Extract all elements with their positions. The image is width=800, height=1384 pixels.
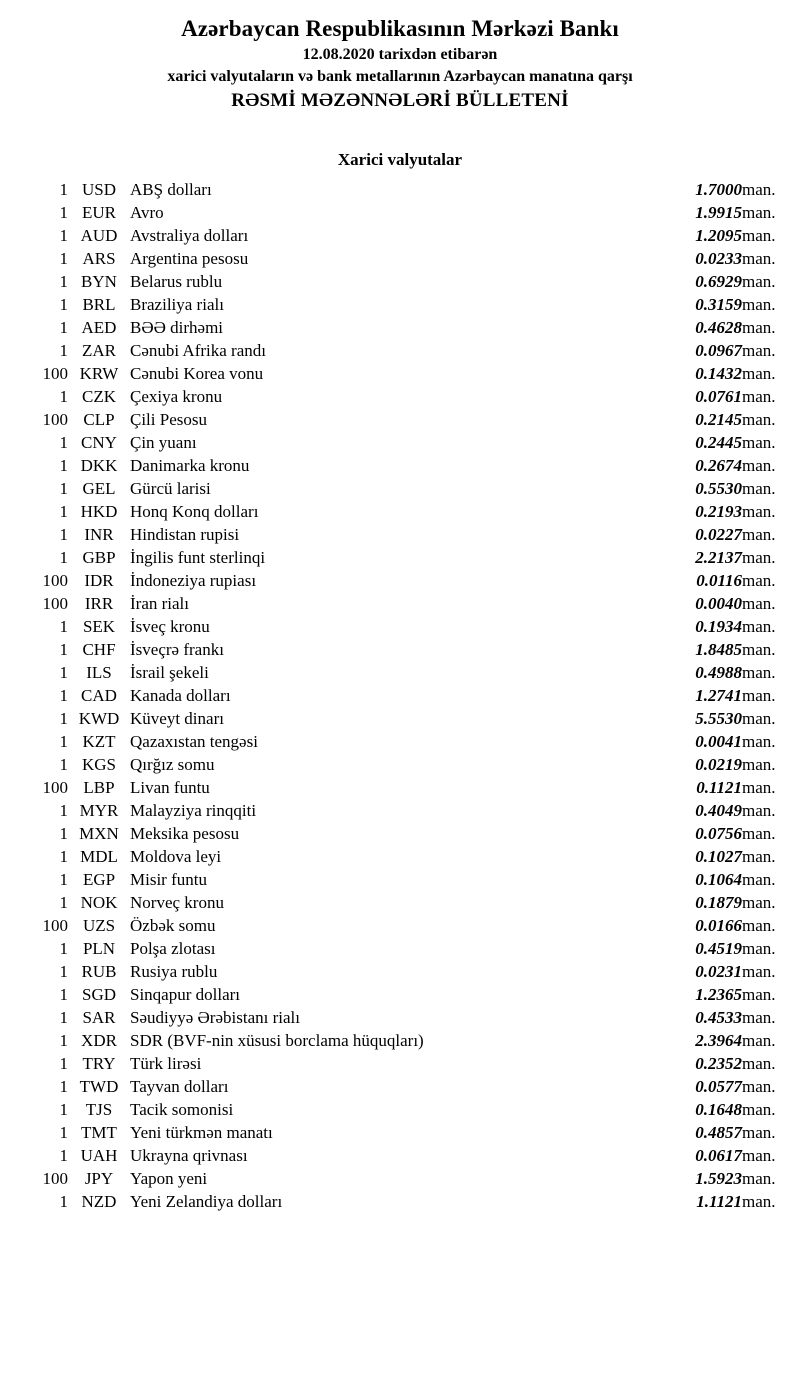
table-row bbox=[0, 753, 800, 776]
currency-rate: 0.1432 bbox=[695, 364, 742, 383]
currency-rate: 0.1879 bbox=[695, 893, 742, 912]
currency-code: TWD bbox=[79, 1077, 119, 1096]
currency-name: Moldova leyi bbox=[130, 847, 222, 866]
currency-amount: 1 bbox=[59, 847, 68, 866]
table-row bbox=[0, 293, 800, 316]
currency-name: Çili Pesosu bbox=[130, 410, 207, 429]
currency-rate: 1.9915 bbox=[695, 203, 742, 222]
currency-rate: 1.2741 bbox=[695, 686, 742, 705]
currency-name: Rusiya rublu bbox=[130, 962, 218, 981]
currency-code: EUR bbox=[82, 203, 116, 222]
currency-name: Danimarka kronu bbox=[130, 456, 250, 475]
currency-name: Livan funtu bbox=[130, 778, 210, 797]
currency-rate: 0.0041 bbox=[695, 732, 742, 751]
table-row bbox=[0, 385, 800, 408]
currency-unit: man. bbox=[742, 1077, 776, 1096]
currency-amount: 1 bbox=[59, 1123, 68, 1142]
currency-code: ILS bbox=[86, 663, 112, 682]
currency-rate: 1.8485 bbox=[695, 640, 742, 659]
currency-amount: 1 bbox=[59, 663, 68, 682]
document-title: RƏSMİ MƏZƏNNƏLƏRİ BÜLLETENİ bbox=[231, 90, 569, 111]
currency-amount: 1 bbox=[59, 341, 68, 360]
currency-amount: 1 bbox=[59, 525, 68, 544]
currency-name: Özbək somu bbox=[130, 916, 216, 935]
currency-amount: 1 bbox=[59, 640, 68, 659]
currency-name: SDR (BVF-nin xüsusi borclama hüquqları) bbox=[130, 1031, 424, 1050]
currency-amount: 1 bbox=[59, 1192, 68, 1211]
currency-code: GBP bbox=[82, 548, 116, 567]
currency-rate: 0.0967 bbox=[695, 341, 742, 360]
table-row bbox=[0, 914, 800, 937]
table-row bbox=[0, 1190, 800, 1213]
currency-name: İngilis funt sterlinqi bbox=[130, 548, 266, 567]
currency-amount: 1 bbox=[59, 433, 68, 452]
currency-rate: 0.5530 bbox=[695, 479, 742, 498]
table-row bbox=[0, 1098, 800, 1121]
currency-code: TJS bbox=[85, 1100, 113, 1119]
currency-amount: 1 bbox=[59, 686, 68, 705]
currency-unit: man. bbox=[742, 732, 776, 751]
currency-name: Misir funtu bbox=[130, 870, 207, 889]
currency-amount: 1 bbox=[59, 387, 68, 406]
currency-name: Honq Konq dolları bbox=[130, 502, 259, 521]
table-row bbox=[0, 983, 800, 1006]
currency-rate: 0.0166 bbox=[695, 916, 742, 935]
currency-code: LBP bbox=[83, 778, 115, 797]
table-row bbox=[0, 1121, 800, 1144]
currency-name: BƏƏ dirhəmi bbox=[130, 318, 224, 337]
currency-amount: 1 bbox=[59, 732, 68, 751]
currency-name: Norveç kronu bbox=[130, 893, 224, 912]
currency-name: İran rialı bbox=[130, 594, 189, 613]
currency-name: Avstraliya dolları bbox=[130, 226, 249, 245]
currency-amount: 100 bbox=[42, 916, 68, 935]
currency-unit: man. bbox=[742, 226, 776, 245]
currency-amount: 1 bbox=[59, 318, 68, 337]
currency-unit: man. bbox=[742, 1146, 776, 1165]
table-row bbox=[0, 201, 800, 224]
currency-amount: 100 bbox=[42, 1169, 68, 1188]
currency-name: Avro bbox=[130, 203, 164, 222]
currency-code: CLP bbox=[83, 410, 115, 429]
currency-unit: man. bbox=[742, 663, 776, 682]
currency-code: SAR bbox=[82, 1008, 116, 1027]
currency-rate: 0.2445 bbox=[695, 433, 742, 452]
currency-rate: 0.0227 bbox=[695, 525, 742, 544]
currency-amount: 1 bbox=[59, 272, 68, 291]
currency-amount: 1 bbox=[59, 1054, 68, 1073]
currency-unit: man. bbox=[742, 801, 776, 820]
currency-rate: 0.2674 bbox=[695, 456, 742, 475]
currency-name: Kanada dolları bbox=[130, 686, 231, 705]
currency-code: CAD bbox=[81, 686, 117, 705]
currency-unit: man. bbox=[742, 1192, 776, 1211]
currency-code: IRR bbox=[84, 594, 114, 613]
currency-unit: man. bbox=[742, 962, 776, 981]
currency-amount: 1 bbox=[59, 1077, 68, 1096]
currency-name: Çin yuanı bbox=[130, 433, 197, 452]
currency-rate: 0.1648 bbox=[695, 1100, 742, 1119]
table-row bbox=[0, 1006, 800, 1029]
currency-code: KWD bbox=[78, 709, 120, 728]
currency-name: Qırğız somu bbox=[130, 755, 215, 774]
currency-rate: 1.7000 bbox=[695, 180, 742, 199]
currency-rate: 0.1027 bbox=[695, 847, 742, 866]
table-row bbox=[0, 500, 800, 523]
currency-rate: 0.0219 bbox=[695, 755, 742, 774]
currency-name: Argentina pesosu bbox=[130, 249, 249, 268]
table-row bbox=[0, 523, 800, 546]
currency-rate: 0.2145 bbox=[695, 410, 742, 429]
table-row bbox=[0, 546, 800, 569]
currency-rate: 0.6929 bbox=[695, 272, 742, 291]
currency-code: ZAR bbox=[82, 341, 116, 360]
currency-code: AED bbox=[81, 318, 117, 337]
currency-code: KRW bbox=[79, 364, 119, 383]
currency-name: İsveç kronu bbox=[130, 617, 210, 636]
currency-unit: man. bbox=[742, 203, 776, 222]
currency-code: AUD bbox=[80, 226, 118, 245]
currency-rate: 0.0617 bbox=[695, 1146, 742, 1165]
table-row bbox=[0, 362, 800, 385]
currency-rate: 0.2352 bbox=[695, 1054, 742, 1073]
currency-amount: 1 bbox=[59, 479, 68, 498]
currency-code: INR bbox=[84, 525, 114, 544]
currency-rate: 0.4988 bbox=[695, 663, 742, 682]
currency-code: NOK bbox=[80, 893, 118, 912]
currency-rate: 0.0761 bbox=[695, 387, 742, 406]
table-row bbox=[0, 661, 800, 684]
document-header bbox=[0, 16, 800, 112]
table-row bbox=[0, 1052, 800, 1075]
currency-code: SGD bbox=[81, 985, 116, 1004]
currency-amount: 1 bbox=[59, 249, 68, 268]
currency-amount: 1 bbox=[59, 226, 68, 245]
currency-amount: 1 bbox=[59, 295, 68, 314]
exchange-rates-table bbox=[0, 178, 800, 1213]
currency-unit: man. bbox=[742, 548, 776, 567]
currency-code: KGS bbox=[81, 755, 116, 774]
currency-code: CZK bbox=[82, 387, 116, 406]
currency-unit: man. bbox=[742, 778, 776, 797]
table-row bbox=[0, 247, 800, 270]
currency-name: İsrail şekeli bbox=[130, 663, 209, 682]
document-subtitle: xarici valyutaların və bank metallarının Azərbaycan manatına qarşı bbox=[167, 68, 633, 85]
currency-unit: man. bbox=[742, 939, 776, 958]
table-row bbox=[0, 822, 800, 845]
currency-unit: man. bbox=[742, 295, 776, 314]
currency-unit: man. bbox=[742, 916, 776, 935]
currency-name: Çexiya kronu bbox=[130, 387, 223, 406]
currency-unit: man. bbox=[742, 410, 776, 429]
table-row bbox=[0, 592, 800, 615]
currency-unit: man. bbox=[742, 640, 776, 659]
currency-rate: 0.1064 bbox=[695, 870, 742, 889]
table-row bbox=[0, 408, 800, 431]
table-row bbox=[0, 845, 800, 868]
table-row bbox=[0, 891, 800, 914]
currency-amount: 1 bbox=[59, 801, 68, 820]
currency-rate: 0.4519 bbox=[695, 939, 742, 958]
currency-name: Sinqapur dolları bbox=[130, 985, 241, 1004]
currency-rate: 0.4533 bbox=[695, 1008, 742, 1027]
currency-unit: man. bbox=[742, 594, 776, 613]
currency-rate: 0.0756 bbox=[695, 824, 742, 843]
currency-code: USD bbox=[81, 180, 116, 199]
table-row bbox=[0, 684, 800, 707]
currency-rate: 2.3964 bbox=[695, 1031, 742, 1050]
table-row bbox=[0, 270, 800, 293]
currency-rate: 0.1121 bbox=[696, 778, 742, 797]
currency-unit: man. bbox=[742, 272, 776, 291]
currency-unit: man. bbox=[742, 686, 776, 705]
currency-unit: man. bbox=[742, 525, 776, 544]
currency-code: MYR bbox=[79, 801, 119, 820]
currency-code: UAH bbox=[80, 1146, 118, 1165]
currency-unit: man. bbox=[742, 341, 776, 360]
currency-amount: 1 bbox=[59, 824, 68, 843]
currency-name: İndoneziya rupiası bbox=[130, 571, 257, 590]
table-row bbox=[0, 638, 800, 661]
currency-unit: man. bbox=[742, 249, 776, 268]
currency-name: Tacik somonisi bbox=[130, 1100, 234, 1119]
table-row bbox=[0, 960, 800, 983]
currency-unit: man. bbox=[742, 433, 776, 452]
currency-code: UZS bbox=[82, 916, 116, 935]
currency-code: CHF bbox=[82, 640, 116, 659]
currency-code: NZD bbox=[81, 1192, 117, 1211]
currency-name: Yeni Zelandiya dolları bbox=[130, 1192, 283, 1211]
currency-code: DKK bbox=[80, 456, 118, 475]
currency-name: Yapon yeni bbox=[130, 1169, 208, 1188]
currency-name: Cənubi Korea vonu bbox=[130, 364, 264, 383]
currency-rate: 0.0040 bbox=[695, 594, 742, 613]
currency-name: Qazaxıstan tengəsi bbox=[130, 732, 258, 751]
currency-code: XDR bbox=[81, 1031, 117, 1050]
effective-date-line: 12.08.2020 tarixdən etibarən bbox=[302, 46, 498, 63]
currency-unit: man. bbox=[742, 985, 776, 1004]
currency-rate: 0.4628 bbox=[695, 318, 742, 337]
currency-name: Belarus rublu bbox=[130, 272, 223, 291]
currency-amount: 1 bbox=[59, 870, 68, 889]
table-row bbox=[0, 454, 800, 477]
currency-unit: man. bbox=[742, 755, 776, 774]
table-row bbox=[0, 1075, 800, 1098]
currency-name: Polşa zlotası bbox=[130, 939, 216, 958]
currency-unit: man. bbox=[742, 479, 776, 498]
currency-unit: man. bbox=[742, 617, 776, 636]
currency-unit: man. bbox=[742, 709, 776, 728]
currency-unit: man. bbox=[742, 180, 776, 199]
currency-rate: 0.2193 bbox=[695, 502, 742, 521]
table-row bbox=[0, 339, 800, 362]
currency-rate: 0.0577 bbox=[695, 1077, 742, 1096]
currency-name: Gürcü larisi bbox=[130, 479, 211, 498]
currency-amount: 100 bbox=[42, 364, 68, 383]
currency-unit: man. bbox=[742, 847, 776, 866]
currency-unit: man. bbox=[742, 502, 776, 521]
currency-amount: 100 bbox=[42, 594, 68, 613]
currency-code: TRY bbox=[82, 1054, 116, 1073]
currency-rate: 0.4049 bbox=[695, 801, 742, 820]
table-row bbox=[0, 730, 800, 753]
currency-code: MDL bbox=[80, 847, 118, 866]
currency-amount: 1 bbox=[59, 893, 68, 912]
currency-amount: 100 bbox=[42, 571, 68, 590]
currency-unit: man. bbox=[742, 824, 776, 843]
currency-code: HKD bbox=[80, 502, 118, 521]
currency-unit: man. bbox=[742, 1008, 776, 1027]
currency-amount: 100 bbox=[42, 410, 68, 429]
currency-rate: 0.0231 bbox=[695, 962, 742, 981]
currency-unit: man. bbox=[742, 1169, 776, 1188]
currency-rate: 5.5530 bbox=[695, 709, 742, 728]
currency-unit: man. bbox=[742, 456, 776, 475]
currency-amount: 100 bbox=[42, 778, 68, 797]
currency-unit: man. bbox=[742, 893, 776, 912]
currency-amount: 1 bbox=[59, 203, 68, 222]
table-row bbox=[0, 1167, 800, 1190]
table-row bbox=[0, 224, 800, 247]
currency-unit: man. bbox=[742, 1054, 776, 1073]
currency-code: CNY bbox=[81, 433, 117, 452]
currency-unit: man. bbox=[742, 1123, 776, 1142]
table-row bbox=[0, 707, 800, 730]
table-row bbox=[0, 316, 800, 339]
currency-amount: 1 bbox=[59, 755, 68, 774]
currency-rate: 0.0116 bbox=[696, 571, 742, 590]
currency-amount: 1 bbox=[59, 502, 68, 521]
currency-rate: 1.2095 bbox=[695, 226, 742, 245]
currency-rate: 0.1934 bbox=[695, 617, 742, 636]
table-row bbox=[0, 477, 800, 500]
currency-rate: 0.3159 bbox=[695, 295, 742, 314]
currency-code: ARS bbox=[82, 249, 116, 268]
currency-rate: 0.4857 bbox=[695, 1123, 742, 1142]
currency-unit: man. bbox=[742, 571, 776, 590]
currency-amount: 1 bbox=[59, 617, 68, 636]
table-row bbox=[0, 799, 800, 822]
currency-amount: 1 bbox=[59, 985, 68, 1004]
currency-name: İsveçrə frankı bbox=[130, 640, 224, 659]
currency-code: TMT bbox=[81, 1123, 117, 1142]
section-title-foreign-currencies: Xarici valyutalar bbox=[337, 150, 463, 169]
currency-unit: man. bbox=[742, 387, 776, 406]
table-row bbox=[0, 431, 800, 454]
currency-name: Küveyt dinarı bbox=[130, 709, 224, 728]
currency-amount: 1 bbox=[59, 548, 68, 567]
table-row bbox=[0, 776, 800, 799]
table-row bbox=[0, 868, 800, 891]
currency-amount: 1 bbox=[59, 1146, 68, 1165]
table-row bbox=[0, 569, 800, 592]
currency-name: Malayziya rinqqiti bbox=[130, 801, 257, 820]
currency-name: Meksika pesosu bbox=[130, 824, 240, 843]
currency-amount: 1 bbox=[59, 962, 68, 981]
currency-rate: 2.2137 bbox=[695, 548, 742, 567]
currency-rate: 1.2365 bbox=[695, 985, 742, 1004]
table-row bbox=[0, 615, 800, 638]
currency-unit: man. bbox=[742, 1100, 776, 1119]
currency-code: MXN bbox=[79, 824, 119, 843]
bank-name: Azərbaycan Respublikasının Mərkəzi Bankı bbox=[181, 16, 619, 41]
currency-name: ABŞ dolları bbox=[130, 180, 212, 199]
currency-code: EGP bbox=[82, 870, 116, 889]
currency-name: Türk lirəsi bbox=[130, 1054, 202, 1073]
table-row bbox=[0, 178, 800, 201]
currency-rate: 1.1121 bbox=[696, 1192, 742, 1211]
currency-code: JPY bbox=[84, 1169, 114, 1188]
currency-amount: 1 bbox=[59, 1031, 68, 1050]
currency-code: BYN bbox=[81, 272, 117, 291]
currency-rate: 0.0233 bbox=[695, 249, 742, 268]
currency-name: Tayvan dolları bbox=[130, 1077, 229, 1096]
currency-amount: 1 bbox=[59, 1100, 68, 1119]
currency-name: Yeni türkmən manatı bbox=[130, 1123, 273, 1142]
currency-code: SEK bbox=[82, 617, 116, 636]
currency-name: Cənubi Afrika randı bbox=[130, 341, 266, 360]
table-row bbox=[0, 1029, 800, 1052]
currency-rate: 1.5923 bbox=[695, 1169, 742, 1188]
currency-amount: 1 bbox=[59, 709, 68, 728]
currency-code: RUB bbox=[81, 962, 117, 981]
currency-amount: 1 bbox=[59, 1008, 68, 1027]
currency-code: BRL bbox=[82, 295, 116, 314]
currency-name: Hindistan rupisi bbox=[130, 525, 240, 544]
currency-code: IDR bbox=[84, 571, 114, 590]
currency-amount: 1 bbox=[59, 939, 68, 958]
currency-unit: man. bbox=[742, 870, 776, 889]
currency-name: Braziliya rialı bbox=[130, 295, 224, 314]
currency-amount: 1 bbox=[59, 180, 68, 199]
currency-unit: man. bbox=[742, 318, 776, 337]
currency-code: PLN bbox=[82, 939, 116, 958]
currency-unit: man. bbox=[742, 364, 776, 383]
currency-amount: 1 bbox=[59, 456, 68, 475]
currency-code: GEL bbox=[82, 479, 116, 498]
currency-code: KZT bbox=[82, 732, 116, 751]
currency-name: Ukrayna qrivnası bbox=[130, 1146, 248, 1165]
table-row bbox=[0, 937, 800, 960]
table-row bbox=[0, 1144, 800, 1167]
currency-name: Səudiyyə Ərəbistanı rialı bbox=[130, 1008, 300, 1027]
currency-unit: man. bbox=[742, 1031, 776, 1050]
